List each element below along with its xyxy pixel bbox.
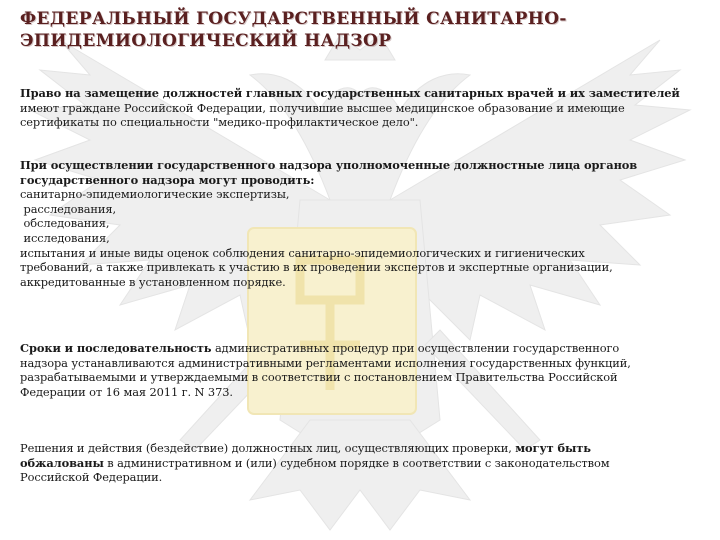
paragraph-line: Право на замещение должностей главных государственных санитарных врачей и их заместителей xyxy=(20,86,680,100)
paragraph-appeals xyxy=(20,441,710,485)
paragraph-line xyxy=(20,456,710,471)
slide-title-line-2: ЭПИДЕМИОЛОГИЧЕСКИЙ НАДЗОР xyxy=(20,31,392,51)
paragraph-line: требований, а также привлекать к участию в их проведении экспертов и экспертные организации, xyxy=(20,260,613,275)
bold-phrase: могут быть xyxy=(515,441,591,455)
paragraph-line: имеют граждане Российской Федерации, получившие высшее медицинское образование и имеющие xyxy=(20,100,625,115)
list-item: испытания и иные виды оценок соблюдения санитарно-эпидемиологических и гигиенических xyxy=(20,245,585,260)
list-item: исследования, xyxy=(20,230,110,245)
paragraph-text: Решения и действия (бездействие) должностных лиц, осуществляющих проверки, xyxy=(20,441,516,455)
paragraph-text: административных процедур при осуществлении государственного xyxy=(211,341,620,355)
slide-title xyxy=(20,8,700,52)
paragraph-line: надзора устанавливаются административными регламентами исполнения государственных функций, xyxy=(20,355,631,370)
paragraph-powers xyxy=(20,158,710,289)
paragraph-line: При осуществлении государственного надзора уполномоченные должностные лица органов xyxy=(20,158,638,172)
list-item: расследования, xyxy=(20,201,117,216)
slide-title-line-1: ФЕДЕРАЛЬНЫЙ ГОСУДАРСТВЕННЫЙ САНИТАРНО- xyxy=(20,9,567,29)
bold-phrase: Сроки и последовательность xyxy=(20,341,212,355)
paragraph-line xyxy=(20,341,710,356)
bold-phrase: обжалованы xyxy=(20,455,104,470)
paragraph-text: в административном и (или) судебном порядке в соответствии с законодательством xyxy=(103,455,610,470)
paragraph-line: Российской Федерации. xyxy=(20,470,163,485)
paragraph-line: Федерации от 16 мая 2011 г. N 373. xyxy=(20,384,233,399)
paragraph-line: государственного надзора могут проводить: xyxy=(20,172,315,187)
list-item: санитарно-эпидемиологические экспертизы, xyxy=(20,187,290,202)
paragraph-line xyxy=(20,441,710,456)
paragraph-line: аккредитованные в установленном порядке. xyxy=(20,274,286,289)
paragraph-procedures xyxy=(20,341,710,399)
paragraph-line: сертификаты по специальности "медико-профилактическое дело". xyxy=(20,115,419,130)
paragraph-line: разрабатываемыми и утверждаемыми в соответствии с постановлением Правительства Российской xyxy=(20,370,618,385)
paragraph-qualification xyxy=(20,86,710,130)
list-item: обследования, xyxy=(20,216,110,231)
